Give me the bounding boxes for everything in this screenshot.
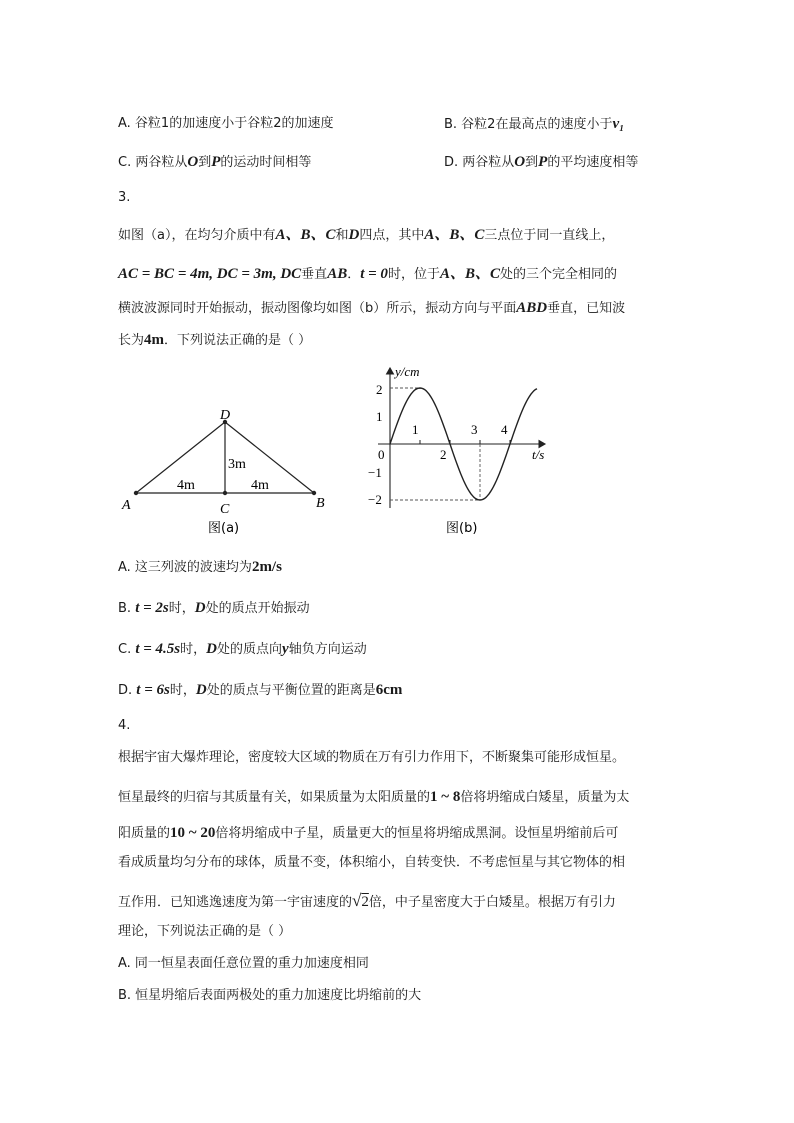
point-a: [134, 491, 138, 495]
xtick-label: 2: [440, 447, 447, 462]
caption-a: 图(a): [208, 521, 240, 536]
q2-option-a-text: A. 谷粒1的加速度小于谷粒2的加速度: [118, 116, 334, 131]
length-dc: 3m: [228, 457, 246, 472]
stem-text: 倍，中子星密度大于白矮星。根据万有引力: [368, 895, 616, 910]
figure-a-triangle: [110, 400, 340, 540]
stem-text: 看成质量均匀分布的球体，质量不变，体积缩小，自转变快．不考虑恒星与其它物体的相: [118, 855, 626, 870]
stem-text: 时，位于: [387, 267, 440, 282]
stem-text: 恒星最终的归宿与其质量有关，如果质量为太阳质量的: [118, 790, 431, 805]
label-b: B: [316, 496, 325, 511]
math-y: y: [282, 641, 289, 657]
math-abd: ABD: [516, 300, 548, 316]
math-lengths: AC = BC = 4m, DC = 3m, DC: [118, 266, 302, 282]
option-text: B.: [118, 601, 136, 616]
stem-text: 四点，其中: [359, 228, 425, 243]
stem-text: ．: [347, 267, 361, 282]
option-text: C.: [118, 642, 136, 657]
stem-text: 阳质量的: [118, 826, 171, 841]
option-text: A. 同一恒星表面任意位置的重力加速度相同: [118, 956, 369, 971]
axis-y-label: y/cm: [395, 364, 420, 379]
option-text: 时，: [169, 683, 196, 698]
q2-option-b-text: B. 谷粒2在最高点的速度小于: [444, 117, 613, 132]
q2-option-a: [118, 114, 333, 134]
q2-option-d-text-post: 的平均速度相等: [547, 155, 639, 170]
option-text: 处的质点开始振动: [205, 601, 310, 616]
stem-text: 倍将坍缩成白矮星，质量为太: [460, 790, 630, 805]
math-sqrt2: [352, 891, 369, 910]
ytick-label: −1: [368, 465, 382, 480]
option-text: 处的质点向: [217, 642, 283, 657]
q3-number: [118, 188, 130, 208]
sqrt-radicand: 2: [361, 894, 369, 910]
math-wavelength: 4m: [144, 332, 165, 348]
stem-text: 横波波源同时开始振动，振动图像均如图（b）所示，振动方向与平面: [118, 301, 517, 316]
symbol-p: P: [211, 154, 221, 170]
axis-t-label: t/s: [532, 447, 545, 462]
math-abc: A、B、C: [439, 266, 500, 282]
symbol-p: P: [538, 154, 548, 170]
stem-text: 垂直: [301, 267, 328, 282]
q3-option-b: [118, 598, 310, 619]
question-number: 3.: [118, 190, 131, 205]
math-distance: 6cm: [375, 682, 403, 698]
math-time: t = 4.5s: [135, 641, 181, 657]
option-text: B. 恒星坍缩后表面两极处的重力加速度比坍缩前的大: [118, 988, 422, 1003]
q3-stem-line-3: [118, 298, 625, 319]
math-range: 1 ~ 8: [430, 789, 461, 805]
figure-b-vibration-graph: [340, 358, 560, 538]
q3-stem-line-1: [118, 225, 614, 246]
q2-option-b: [444, 114, 624, 135]
point-b: [312, 491, 316, 495]
q2-option-d: [444, 152, 638, 173]
q3-stem-line-4: [118, 330, 311, 351]
q4-stem-line-4: [118, 853, 625, 873]
option-text: 处的质点与平衡位置的距离是: [206, 683, 376, 698]
length-ac: 4m: [177, 478, 195, 493]
q2-option-d-text: D. 两谷粒从: [444, 155, 515, 170]
stem-text: 处的三个完全相同的: [499, 267, 617, 282]
q3-option-a: [118, 557, 282, 578]
ytick-label: 1: [376, 409, 383, 424]
math-d: D: [194, 600, 206, 616]
math-time: t = 6s: [136, 682, 170, 698]
math-speed: 2m/s: [251, 559, 282, 575]
stem-text: 根据宇宙大爆炸理论，密度较大区域的物质在万有引力作用下，不断聚集可能形成恒星。: [118, 750, 626, 765]
math-time: t = 2s: [135, 600, 169, 616]
ytick-label: −2: [368, 492, 382, 507]
q4-stem-line-3: [118, 823, 618, 844]
stem-text: 互作用．已知逃逸速度为第一宇宙速度的: [118, 895, 353, 910]
stem-text: 理论，下列说法正确的是（ ）: [118, 924, 292, 939]
stem-text: 长为: [118, 333, 145, 348]
label-a: A: [122, 498, 131, 513]
option-text: 时，: [168, 601, 195, 616]
q2-option-d-text-mid: 到: [525, 155, 539, 170]
stem-text: 倍将坍缩成中子星，质量更大的恒星将坍缩成黑洞。设恒星坍缩前后可: [215, 826, 619, 841]
math-ab: AB: [327, 266, 348, 282]
option-text: D.: [118, 683, 137, 698]
ytick-label: 2: [376, 382, 383, 397]
math-d: D: [348, 227, 360, 243]
q3-option-d: [118, 680, 402, 701]
q2-option-c: [118, 152, 311, 173]
option-text: 时，: [180, 642, 207, 657]
stem-text: 和: [335, 228, 349, 243]
xtick-label: 3: [471, 422, 478, 437]
symbol-v1: v₁: [612, 116, 625, 132]
math-range: 10 ~ 20: [170, 825, 216, 841]
q2-option-c-text-mid: 到: [198, 155, 212, 170]
caption-b: 图(b): [446, 521, 478, 536]
q4-stem-line-6: [118, 922, 291, 942]
q2-option-c-text: C. 两谷粒从: [118, 155, 188, 170]
stem-text: 三点位于同一直线上，: [484, 228, 615, 243]
q2-option-c-text-post: 的运动时间相等: [220, 155, 312, 170]
option-text: 轴负方向运动: [288, 642, 367, 657]
symbol-o: O: [187, 154, 199, 170]
origin-label: 0: [378, 447, 385, 462]
point-c: [223, 491, 227, 495]
math-abc: A、B、C: [424, 227, 485, 243]
math-d: D: [195, 682, 207, 698]
q4-stem-line-5: [118, 891, 616, 913]
xtick-label: 4: [501, 422, 508, 437]
length-cb: 4m: [251, 478, 269, 493]
q4-number: [118, 716, 130, 736]
label-c: C: [220, 502, 230, 517]
stem-text: 垂直，已知波: [547, 301, 626, 316]
sqrt-sign: √: [352, 891, 362, 910]
xtick-label: 1: [412, 422, 419, 437]
stem-text: ．下列说法正确的是（ ）: [164, 333, 312, 348]
stem-text: 如图（a），在均匀介质中有: [118, 228, 276, 243]
question-number: 4.: [118, 718, 131, 733]
math-t0: t = 0: [360, 266, 388, 282]
q4-option-b: [118, 986, 421, 1006]
option-text: A. 这三列波的波速均为: [118, 560, 252, 575]
symbol-o: O: [514, 154, 526, 170]
q3-stem-line-2: [118, 264, 617, 285]
math-d: D: [206, 641, 218, 657]
q4-stem-line-1: [118, 748, 625, 768]
q4-stem-line-2: [118, 787, 629, 808]
q3-option-c: [118, 639, 367, 660]
label-d: D: [220, 408, 231, 423]
q4-option-a: [118, 954, 369, 974]
math-abc: A、B、C: [275, 227, 336, 243]
